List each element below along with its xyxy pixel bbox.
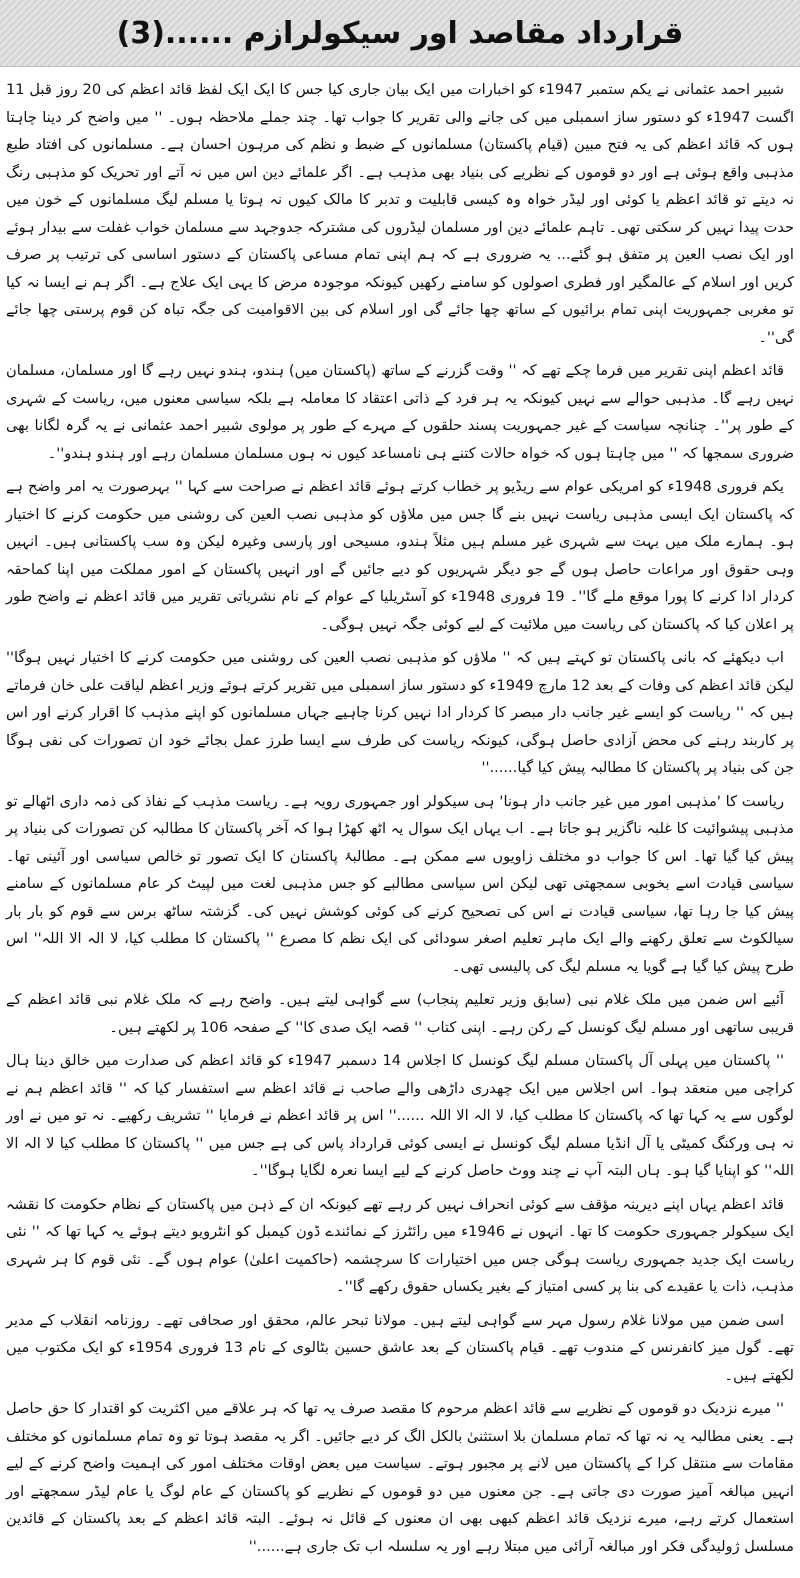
paragraph: '' میرے نزدیک دو قوموں کے نظریے سے قائد اعظم مرحوم کا مقصد صرف یہ تھا کہ ہر علاقے میں اکثریت کو اقتدار کا حق حاصل ہے۔ یعنی مطالبہ یہ نہ تھا کہ تمام مسلمان بلا استثنیٰ بالکل الگ کر دیے جائیں۔ اگر یہ مقصد ہوتا تو وہ تمام مسلمانوں کو مختلف مقامات سے منتقل کرا کے پاکستان میں لانے پر مجبور ہوتے۔ سیاست میں بعض اوقات مختلف امور کی اہمیت واضح کرنے کے لیے انہیں مبالغہ آمیز صورت دی جاتی ہے۔ جن معنوں میں دو قوموں کے نظریے کو پاکستان کے عام لوگ یا عام لیڈر سمجھتے اور استعمال کرتے رہے، میرے نزدیک قائد اعظم کبھی بھی ان معنوں کے قائل نہ ہوئے۔ البتہ قائد اعظم کے بعد پاکستان کے قائدین مسلسل ژولیدگی فکر اور مبالغہ آرائی میں مبتلا رہے اور یہ سلسلہ اب تک جاری ہے......'' [6,1400,794,1555]
paragraph: اب دیکھئے کہ بانی پاکستان تو کہتے ہیں کہ '' ملاؤں کو مذہبی نصب العین کی روشنی میں حکومت کرنے کا اختیار نہیں ہوگا'' لیکن قائد اعظم کی وفات کے بعد 12 مارچ 1949ء کو دستور ساز اسمبلی میں تقریر کرتے ہوئے وزیر اعظم لیاقت علی خان فرماتے ہیں کہ '' ریاست کو ایسے غیر جانب دار مبصر کا کردار ادا نہیں کرنا چاہیے جہاں مسلمانوں کو اپنے مذہب کا اقرار کرنے اور اس پر کاربند رہنے کی محض آزادی حاصل ہوگی، کیونکہ ریاست کی طرف سے ایسا طرز عمل بجائے خود ان تصورات کی نفی ہوگا جن کی بنیاد پر پاکستان کا مطالبہ پیش کیا گیا......'' [6,649,794,776]
paragraph: یکم فروری 1948ء کو امریکی عوام سے ریڈیو پر خطاب کرتے ہوئے قائد اعظم نے صراحت سے کہا '' بہرصورت یہ امر واضح ہے کہ پاکستان ایک ایسی مذہبی ریاست نہیں بنے گا جس میں ملاؤں کو مذہبی نصب العین کی روشنی میں حکومت کرنے کا اختیار ہو۔ ہمارے ملک میں بہت سے شہری غیر مسلم ہیں مثلاً ہندو، مسیحی اور پارسی وغیرہ لیکن وہ سب پاکستانی ہیں۔ انہیں وہی حقوق اور مراعات حاصل ہوں گے جو دیگر شہریوں کو دیے جائیں گے اور انہیں پاکستان کے امور مملکت میں اپنا کماحقہ کردار ادا کرنے کا پورا موقع ملے گا''۔ 19 فروری 1948ء کو آسٹریلیا کے عوام کے نام نشریاتی تقریر میں قائد اعظم نے واضح طور پر اعلان کیا کہ پاکستان کی ریاست میں ملائیت کے لیے کوئی جگہ نہیں ہوگی۔ [6,478,794,633]
paragraph: شبیر احمد عثمانی نے یکم ستمبر 1947ء کو اخبارات میں ایک بیان جاری کیا جس کا ایک ایک لفظ قائد اعظم کی 20 روز قبل 11 اگست 1947ء کو دستور ساز اسمبلی میں کی جانے والی تقریر کا جواب تھا۔ چند جملے ملاحظہ ہوں۔ '' میں واضح کر دینا چاہتا ہوں کہ قائد اعظم کی یہ فتح مبین (قیام پاکستان) مسلمانوں کے ضبط و نظم کی مرہون احسان ہے۔ مسلمانوں کی افتاد طبع مذہبی واقع ہوئی ہے اور دو قوموں کے نظریے کی بنیاد بھی مذہب ہے۔ اگر علمائے دین اس میں نہ آتے اور تحریک کو مذہبی رنگ نہ دیتے تو قائد اعظم یا کوئی اور لیڈر خواہ وہ کیسی قابلیت و تدبر کا مالک کیوں نہ ہوتا یا مسلم لیگ مسلمانوں کے خون میں حدت پیدا نہیں کر سکتی تھی۔ تاہم علمائے دین اور مسلمان لیڈروں کی مشترکہ جدوجہد سے مسلمان خواب غفلت سے بیدار ہوئے اور ایک نصب العین پر متفق ہو گئے... یہ ضروری ہے کہ ہم اپنی تمام مساعی پاکستان کے دستور اساسی کی ترتیب پر صرف کریں اور اسلام کے عالمگیر اور فطری اصولوں کو سامنے رکھیں کیونکہ موجودہ مرض کا یہی ایک علاج ہے۔ اگر ہم نے ایسا نہ کیا تو مغربی جمہوریت اپنی تمام برائیوں کے ساتھ چھا جائے گی اور اسلام کی بین الاقوامیت کی جگہ تباہ کن قوم پرستی چھا جائے گی''۔ [6,81,794,346]
article-title: قرارداد مقاصد اور سیکولرازم ......(3) [116,15,684,51]
article-body [6,76,794,1566]
paragraph: ریاست کا 'مذہبی امور میں غیر جانب دار ہونا' ہی سیکولر اور جمہوری رویہ ہے۔ ریاست مذہب کے نفاذ کی ذمہ داری اٹھالے تو مذہبی پیشوائیت کا غلبہ ناگزیر ہو جاتا ہے۔ اب یہاں ایک سوال یہ اٹھ کھڑا ہوا کہ آخر پاکستان کا مطالبہ کن تصورات کی بنیاد پر پیش کیا گیا تھا۔ اس کا جواب دو مختلف زاویوں سے ممکن ہے۔ مطالبۂ پاکستان کا ایک تصور تو خالص سیاسی اور آئینی تھا۔ سیاسی قیادت اسے بخوبی سمجھتی تھی لیکن اس سیاسی مطالبے کو جس مذہبی لغت میں لپیٹ کر عام مسلمانوں کے سامنے پیش کیا جا رہا تھا، سیاسی قیادت نے اس کی تصحیح کرنے کی کوئی کوشش نہیں کی۔ گزشتہ ساٹھ برس سے قوم کو بار بار سیالکوٹ سے تعلق رکھنے والے ایک ماہر تعلیم اصغر سودائی کی ایک نظم کا مصرع '' پاکستان کا مطلب کیا، لا الہ الا اللہ'' اس طرح پیش کیا گیا ہے گویا یہ مسلم لیگ کی پالیسی تھی۔ [6,792,794,975]
article-header [0,0,800,67]
paragraph: اسی ضمن میں مولانا غلام رسول مہر سے گواہی لیتے ہیں۔ مولانا تبحر عالم، محقق اور صحافی تھے۔ روزنامہ انقلاب کے مدیر تھے۔ گول میز کانفرنس کے مندوب تھے۔ قیام پاکستان کے بعد عاشق حسین بٹالوی کے نام 13 فروری 1954ء کو ایک مکتوب میں لکھتے ہیں۔ [6,1311,794,1384]
paragraph: آئیے اس ضمن میں ملک غلام نبی (سابق وزیر تعلیم پنجاب) سے گواہی لیتے ہیں۔ واضح رہے کہ ملک غلام نبی قائد اعظم کے قریبی ساتھی اور مسلم لیگ کونسل کے رکن رہے۔ اپنی کتاب '' قصہ ایک صدی کا'' کے صفحہ 106 پر لکھتے ہیں۔ [6,991,794,1036]
paragraph: '' پاکستان میں پہلی آل پاکستان مسلم لیگ کونسل کا اجلاس 14 دسمبر 1947ء کو قائد اعظم کی صدارت میں خالق دینا ہال کراچی میں منعقد ہوا۔ اس اجلاس میں ایک چھدری داڑھی والے صاحب نے قائد اعظم سے استفسار کیا کہ '' قائد اعظم ہم نے لوگوں سے یہ کہا تھا کہ پاکستان کا مطلب کیا، لا الہ الا اللہ ......'' اس پر قائد اعظم نے فرمایا '' تشریف رکھیے۔ نہ تو میں نے اور نہ ہی ورکنگ کمیٹی یا آل انڈیا مسلم لیگ کونسل نے ایسی کوئی قرارداد پاس کی ہے جس میں '' پاکستان کا مطلب کیا لا الہ الا اللہ'' کو اپنایا گیا ہو۔ ہاں البتہ آپ نے چند ووٹ حاصل کرنے کے لیے ایسا نعرہ لگایا ہوگا''۔ [6,1052,794,1179]
paragraph: قائد اعظم اپنی تقریر میں فرما چکے تھے کہ '' وقت گزرنے کے ساتھ (پاکستان میں) ہندو، ہندو نہیں رہے گا اور مسلمان، مسلمان نہیں رہے گا۔ مذہبی حوالے سے نہیں کیونکہ یہ ہر فرد کے ذاتی اعتقاد کا معاملہ ہے بلکہ سیاسی معنوں میں، ریاست کے شہری کے طور پر''۔ چنانچہ سیاست کے غیر جمہوریت پسند حلقوں کے مہرے کے طور پر مولوی شبیر احمد عثمانی نے یہ گرہ لگانا بھی ضروری سمجھا کہ '' میں چاہتا ہوں کہ خواہ حالات کتنے ہی نامساعد کیوں نہ ہوں مسلمان مسلمان رہے اور ہندو ہندو''۔ [6,362,794,462]
paragraph: قائد اعظم یہاں اپنے دیرینہ مؤقف سے کوئی انحراف نہیں کر رہے تھے کیونکہ ان کے ذہن میں پاکستان کے نظام حکومت کا نقشہ ایک سیکولر جمہوری حکومت کا تھا۔ انہوں نے 1946ء میں رائٹرز کے نمائندے ڈون کیمبل کو انٹرویو دیتے ہوئے یہ کہا تھا کہ '' نئی ریاست ایک جدید جمہوری ریاست ہوگی جس میں اختیارات کا سرچشمہ (حاکمیت اعلیٰ) عوام ہوں گے۔ نئی قوم کا ہر شہری مذہب، ذات یا عقیدے کی بنا پر کسی امتیاز کے بغیر یکساں حقوق رکھے گا''۔ [6,1195,794,1295]
